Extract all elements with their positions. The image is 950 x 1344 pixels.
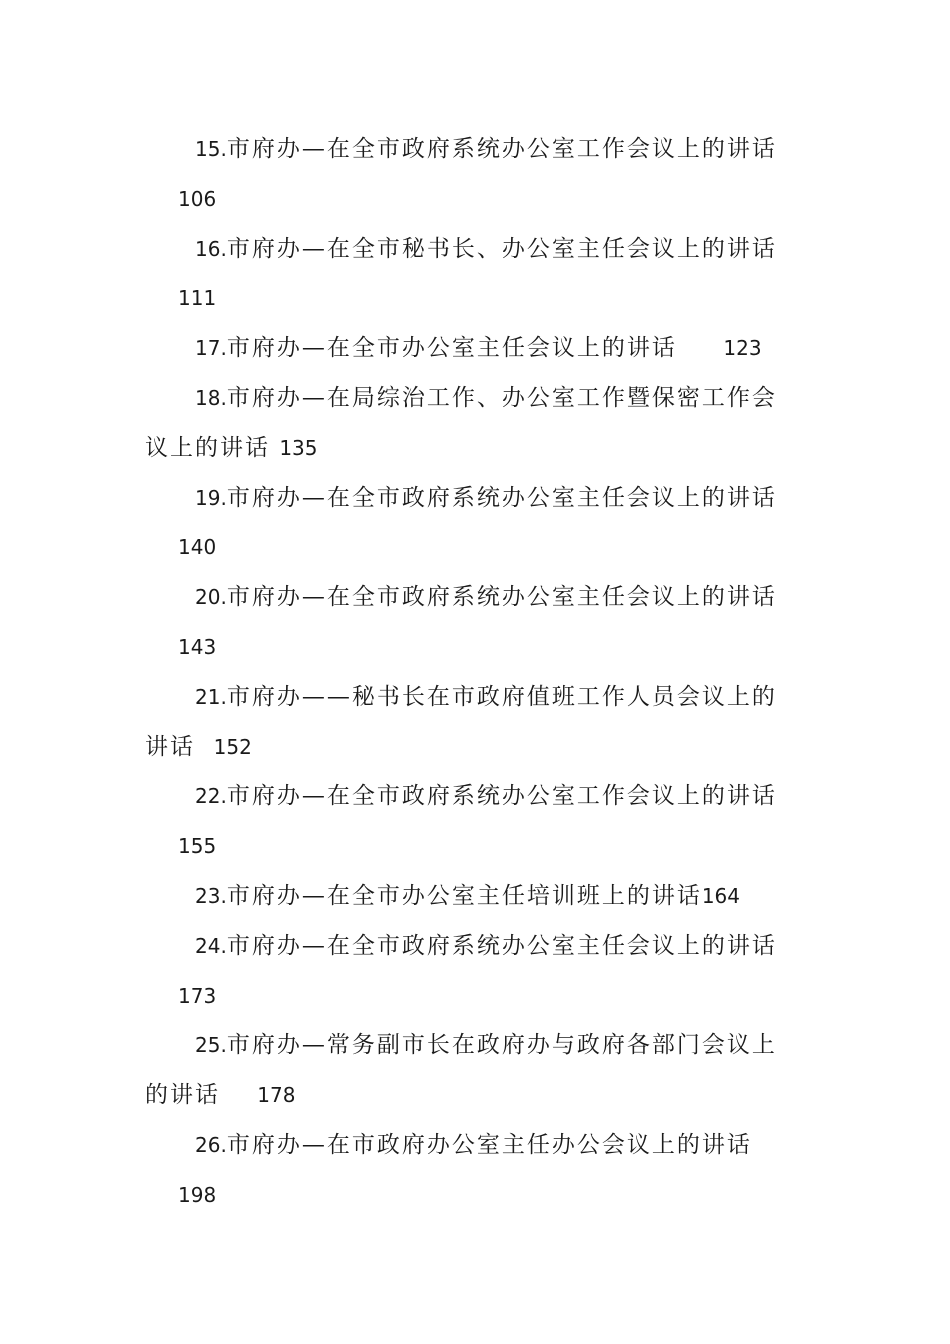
- toc-entry: [145, 772, 810, 872]
- toc-entry-first-line: [145, 872, 810, 922]
- toc-entry-first-line: [145, 1021, 810, 1071]
- toc-entry-first-line: [145, 225, 810, 275]
- toc-entry-continuation-line: [145, 1171, 810, 1221]
- toc-entry-number: 18.: [195, 385, 227, 410]
- toc-entry-continuation-line: [145, 523, 810, 573]
- toc-entry-title-continued: 讲话: [145, 733, 195, 760]
- toc-entry-continuation-line: [145, 175, 810, 225]
- toc-entry-title: 市府办—常务副市长在政府办与政府各部门会议上: [226, 1032, 777, 1059]
- toc-entry-number: 20.: [195, 585, 227, 610]
- toc-entry-continuation-line: [145, 972, 810, 1022]
- toc-entry: [145, 125, 810, 225]
- toc-entry-continuation-line: [145, 274, 810, 324]
- toc-entry-number: 15.: [195, 137, 227, 161]
- toc-entry-first-line: [145, 573, 810, 623]
- toc-entry-page-number: 155: [178, 834, 217, 859]
- toc-entry-first-line: [145, 474, 810, 524]
- toc-entry: [145, 573, 810, 673]
- toc-entry-title: 市府办—在全市办公室主任会议上的讲话: [226, 335, 677, 362]
- toc-entry-number: 23.: [195, 883, 227, 908]
- toc-entry-page-number: 111: [178, 286, 217, 311]
- toc-entry-page-number: 173: [178, 983, 217, 1008]
- toc-entry-continuation-line: [145, 822, 810, 872]
- toc-entry-first-line: [145, 374, 810, 424]
- toc-entry-title: 市府办—在全市政府系统办公室主任会议上的讲话: [226, 932, 777, 959]
- toc-entry-first-line: [145, 125, 810, 175]
- toc-entry: [145, 673, 810, 773]
- toc-entry-gap: [677, 335, 724, 361]
- toc-entry-title: 市府办—在局综治工作、办公室工作暨保密工作会: [226, 384, 777, 411]
- toc-entry: [145, 225, 810, 325]
- toc-entry-title-continued: 的讲话: [145, 1082, 220, 1109]
- toc-entry-number: 25.: [195, 1033, 227, 1058]
- toc-entry-title: 市府办—在全市政府系统办公室主任会议上的讲话: [226, 484, 777, 511]
- toc-entry: [145, 474, 810, 574]
- table-of-contents: [145, 125, 810, 1221]
- toc-entry-first-line: [145, 772, 810, 822]
- toc-entry: [145, 374, 810, 474]
- toc-entry-title: 市府办—在全市办公室主任培训班上的讲话: [226, 882, 702, 909]
- toc-entry-page-number: 140: [178, 535, 217, 560]
- toc-entry-number: 17.: [195, 336, 227, 361]
- toc-entry: [145, 872, 810, 922]
- toc-entry-first-line: [145, 673, 810, 723]
- toc-entry-page-number: 178: [257, 1083, 296, 1108]
- toc-entry-number: 19.: [195, 485, 227, 510]
- toc-entry-page-number: 135: [279, 435, 318, 460]
- toc-entry: [145, 922, 810, 1022]
- toc-entry-gap: [220, 1082, 257, 1108]
- toc-entry-page-number: 123: [723, 336, 762, 361]
- toc-entry-page-number: 164: [701, 883, 740, 908]
- toc-entry-title: 市府办——秘书长在市政府值班工作人员会议上的: [226, 683, 777, 710]
- toc-entry: [145, 324, 810, 374]
- toc-entry-continuation-line: [145, 723, 810, 773]
- toc-entry-gap: [195, 734, 214, 760]
- toc-entry-first-line: [145, 1121, 810, 1171]
- toc-entry-gap: [270, 435, 279, 461]
- toc-entry-page-number: 152: [213, 734, 252, 759]
- toc-entry-number: 26.: [195, 1132, 227, 1157]
- toc-entry-title: 市府办—在全市秘书长、办公室主任会议上的讲话: [226, 235, 777, 262]
- toc-entry: [145, 1121, 810, 1221]
- toc-entry-number: 24.: [195, 933, 227, 958]
- toc-entry-title: 市府办—在全市政府系统办公室工作会议上的讲话: [226, 136, 777, 162]
- toc-entry-page-number: 106: [178, 186, 217, 211]
- toc-entry-first-line: [145, 324, 810, 374]
- toc-entry-title-continued: 议上的讲话: [145, 434, 270, 461]
- toc-entry-page-number: 198: [178, 1182, 217, 1207]
- toc-entry: [145, 1021, 810, 1121]
- toc-entry-continuation-line: [145, 424, 810, 474]
- toc-entry-number: 21.: [195, 684, 227, 709]
- toc-entry-continuation-line: [145, 623, 810, 673]
- toc-entry-page-number: 143: [178, 634, 217, 659]
- toc-entry-title: 市府办—在全市政府系统办公室工作会议上的讲话: [226, 783, 777, 810]
- toc-entry-title: 市府办—在市政府办公室主任办公会议上的讲话: [226, 1131, 752, 1158]
- toc-entry-title: 市府办—在全市政府系统办公室主任会议上的讲话: [226, 584, 777, 611]
- toc-entry-number: 22.: [195, 784, 227, 809]
- toc-entry-first-line: [145, 922, 810, 972]
- toc-entry-continuation-line: [145, 1071, 810, 1121]
- toc-entry-number: 16.: [195, 236, 227, 261]
